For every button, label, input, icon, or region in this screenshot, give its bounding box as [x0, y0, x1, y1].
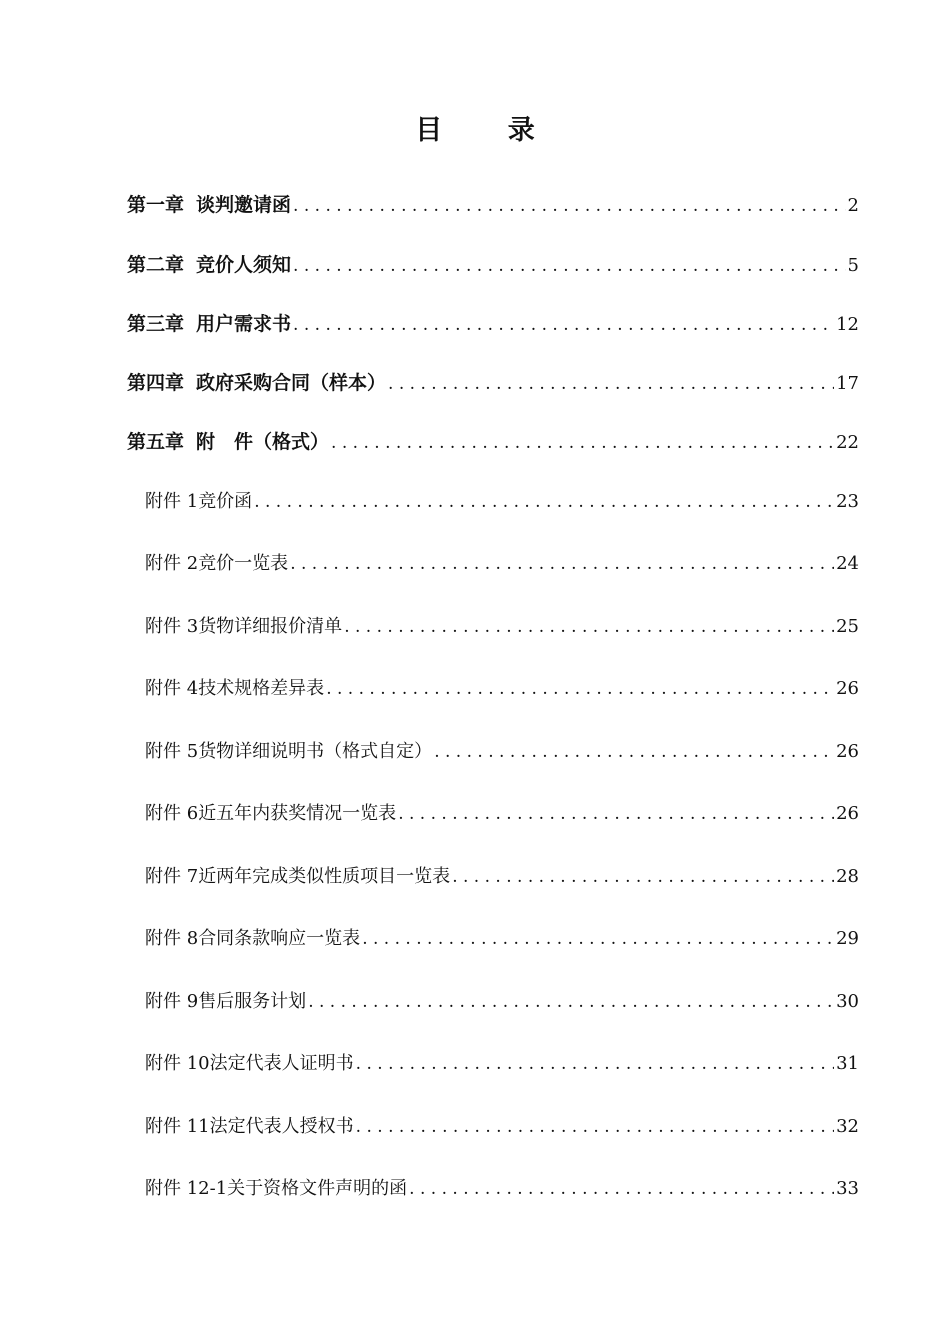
page-number: 2	[847, 195, 859, 216]
dot-leader	[409, 1179, 834, 1199]
toc-entry-annex-5[interactable]	[145, 737, 859, 763]
annex-number: 附件 12-1	[145, 1178, 228, 1199]
toc-entry-annex-8[interactable]	[145, 924, 859, 950]
page-number: 32	[836, 1116, 859, 1137]
toc-entry-annex-3[interactable]	[145, 612, 859, 638]
toc-entry-annex-1[interactable]	[145, 487, 859, 513]
annex-title: 法定代表人授权书	[209, 1116, 354, 1137]
dot-leader	[388, 374, 834, 394]
dot-leader	[331, 433, 834, 453]
toc-entry-chapter-4[interactable]	[127, 368, 859, 395]
page-number: 5	[847, 255, 859, 276]
toc-entry-annex-2[interactable]	[145, 549, 859, 575]
annex-title: 关于资格文件声明的函	[227, 1178, 408, 1199]
annex-number: 附件 5	[145, 741, 199, 762]
page-number: 25	[836, 616, 859, 637]
chapter-title: 政府采购合同（样本）	[196, 372, 387, 394]
annex-title: 竞价函	[198, 491, 253, 512]
page-number: 26	[836, 678, 859, 699]
chapter-title: 谈判邀请函	[196, 194, 292, 216]
annex-title: 货物详细报价清单	[198, 616, 343, 637]
annex-title: 近五年内获奖情况一览表	[198, 803, 397, 824]
toc-entry-chapter-2[interactable]	[127, 250, 859, 277]
chapter-title: 竞价人须知	[196, 254, 292, 276]
dot-leader	[356, 1117, 834, 1137]
page-number: 26	[836, 803, 859, 824]
toc-entry-annex-9[interactable]	[145, 987, 859, 1013]
toc-entry-annex-11[interactable]	[145, 1112, 859, 1138]
page-number: 30	[836, 991, 859, 1012]
dot-leader	[290, 554, 834, 574]
toc-entry-chapter-5[interactable]	[127, 427, 859, 454]
dot-leader	[344, 617, 834, 637]
page-number: 24	[836, 553, 859, 574]
annex-number: 附件 10	[145, 1053, 210, 1074]
annex-title: 货物详细说明书（格式自定）	[198, 741, 433, 762]
annex-number: 附件 9	[145, 991, 199, 1012]
toc-entry-annex-6[interactable]	[145, 799, 859, 825]
page-number: 31	[836, 1053, 859, 1074]
annex-title: 技术规格差异表	[198, 678, 325, 699]
dot-leader	[452, 867, 834, 887]
chapter-number: 第四章	[127, 372, 185, 394]
annex-number: 附件 11	[145, 1116, 210, 1137]
annex-number: 附件 3	[145, 616, 199, 637]
page-title: 目 录	[415, 115, 563, 146]
annex-title: 售后服务计划	[198, 991, 307, 1012]
chapter-number: 第三章	[127, 313, 185, 335]
page-number: 17	[836, 373, 859, 394]
dot-leader	[293, 196, 846, 216]
toc-entry-annex-7[interactable]	[145, 862, 859, 888]
toc-entry-chapter-1[interactable]	[127, 190, 859, 217]
page-number: 33	[836, 1178, 859, 1199]
annex-number: 附件 6	[145, 803, 199, 824]
annex-number: 附件 1	[145, 491, 199, 512]
dot-leader	[254, 492, 834, 512]
dot-leader	[434, 742, 834, 762]
annex-number: 附件 4	[145, 678, 199, 699]
annex-number: 附件 2	[145, 553, 199, 574]
dot-leader	[293, 256, 846, 276]
annex-number: 附件 8	[145, 928, 199, 949]
chapter-number: 第五章	[127, 431, 185, 453]
dot-leader	[293, 315, 834, 335]
annex-title: 竞价一览表	[198, 553, 289, 574]
annex-number: 附件 7	[145, 866, 199, 887]
dot-leader	[362, 929, 834, 949]
toc-entry-annex-4[interactable]	[145, 674, 859, 700]
toc-entry-chapter-3[interactable]	[127, 309, 859, 336]
page-number: 22	[836, 432, 859, 453]
dot-leader	[326, 679, 834, 699]
dot-leader	[398, 804, 834, 824]
page-number: 29	[836, 928, 859, 949]
annex-title: 近两年完成类似性质项目一览表	[198, 866, 451, 887]
chapter-title: 附 件（格式）	[196, 431, 330, 453]
page-number: 26	[836, 741, 859, 762]
toc-entry-annex-10[interactable]	[145, 1049, 859, 1075]
annex-title: 合同条款响应一览表	[198, 928, 361, 949]
page-number: 12	[836, 314, 859, 335]
dot-leader	[356, 1054, 834, 1074]
annex-title: 法定代表人证明书	[209, 1053, 354, 1074]
page-number: 28	[836, 866, 859, 887]
chapter-number: 第二章	[127, 254, 185, 276]
chapter-number: 第一章	[127, 194, 185, 216]
chapter-title: 用户需求书	[196, 313, 292, 335]
dot-leader	[308, 992, 834, 1012]
toc-entry-annex-12-1[interactable]	[145, 1174, 859, 1200]
page-number: 23	[836, 491, 859, 512]
